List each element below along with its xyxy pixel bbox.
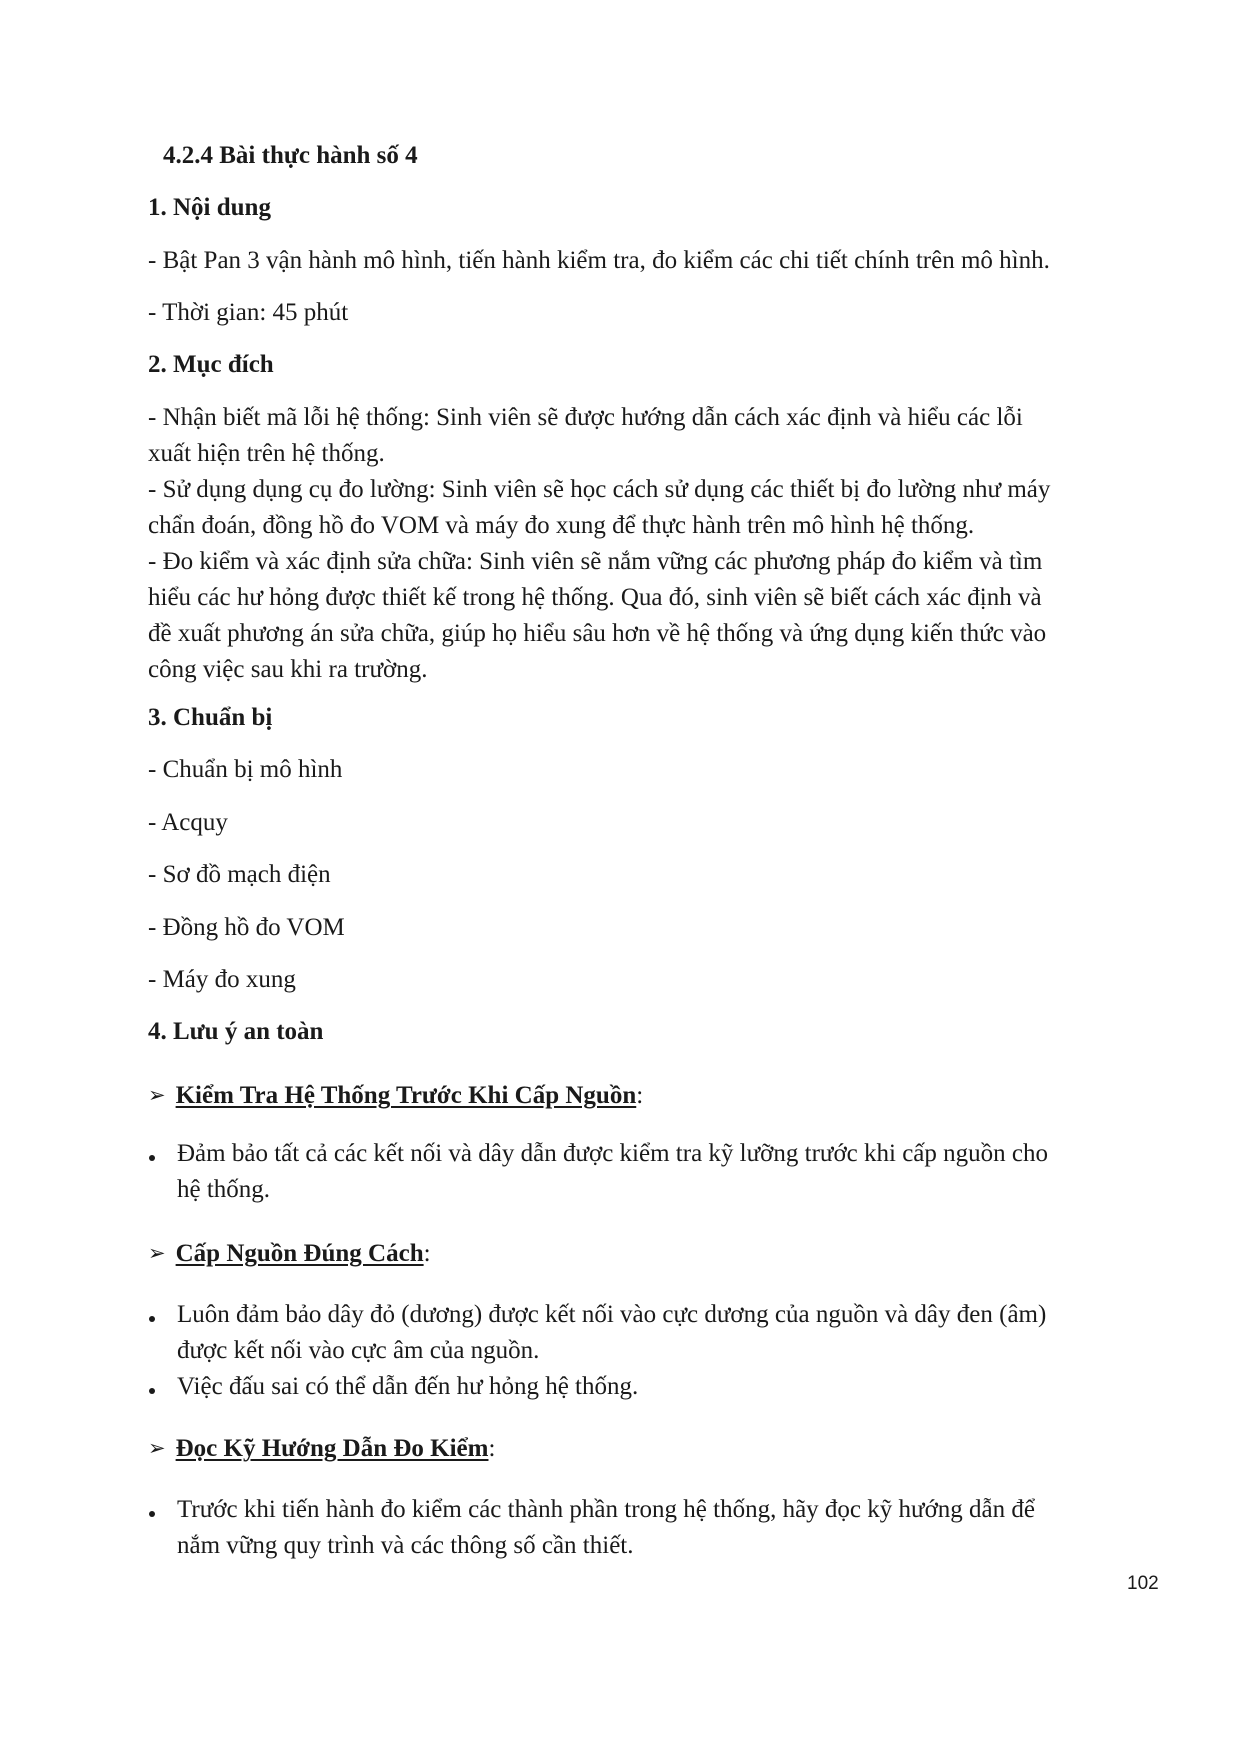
paragraph-line: công việc sau khi ra trường. (148, 656, 428, 683)
page-number: 102 (1127, 1573, 1159, 1594)
noi-dung-line: - Bật Pan 3 vận hành mô hình, tiến hành kiểm tra, đo kiểm các chi tiết chính trên mô hình. (148, 247, 1050, 274)
safety-bullet (177, 1492, 1127, 1564)
heading-chuan-bi: 3. Chuẩn bị (148, 704, 273, 731)
noi-dung-line: - Thời gian: 45 phút (148, 299, 349, 326)
bullet-dot-icon (149, 1511, 155, 1517)
muc-dich-item (148, 400, 1128, 688)
safety-bullet (177, 1136, 1127, 1208)
paragraph-line: đề xuất phương án sửa chữa, giúp họ hiểu sâu hơn về hệ thống và ứng dụng kiến thức vào (148, 620, 1047, 647)
arrow-bullet-icon: ➢ (148, 1436, 166, 1460)
title-suffix: : (423, 1240, 431, 1267)
safety-group-title-text: Kiểm Tra Hệ Thống Trước Khi Cấp Nguồn (175, 1082, 637, 1109)
paragraph-line: - Nhận biết mã lỗi hệ thống: Sinh viên sẽ được hướng dẫn cách xác định và hiểu các lỗi (148, 404, 1023, 431)
safety-bullet (177, 1369, 1127, 1405)
heading-luu-y: 4. Lưu ý an toàn (148, 1018, 324, 1045)
bullet-line: Đảm bảo tất cả các kết nối và dây dẫn được kiểm tra kỹ lưỡng trước khi cấp nguồn cho (177, 1140, 1048, 1167)
safety-group-title (148, 1078, 643, 1114)
arrow-bullet-icon: ➢ (148, 1083, 166, 1107)
section-title: 4.2.4 Bài thực hành số 4 (163, 142, 418, 169)
chuan-bi-item: - Chuẩn bị mô hình (148, 756, 343, 783)
chuan-bi-item: - Sơ đồ mạch điện (148, 861, 331, 888)
bullet-dot-icon (149, 1388, 155, 1394)
chuan-bi-item: - Đồng hồ đo VOM (148, 914, 345, 941)
paragraph-line: chẩn đoán, đồng hồ đo VOM và máy đo xung để thực hành trên mô hình hệ thống. (148, 512, 975, 539)
bullet-dot-icon (149, 1316, 155, 1322)
safety-bullet (177, 1297, 1127, 1369)
safety-group-title (148, 1236, 431, 1272)
bullet-dot-icon (149, 1155, 155, 1161)
heading-muc-dich: 2. Mục đích (148, 351, 274, 378)
chuan-bi-item: - Acquy (148, 809, 228, 836)
chuan-bi-item: - Máy đo xung (148, 966, 296, 993)
paragraph-line: xuất hiện trên hệ thống. (148, 440, 385, 467)
safety-group-title (148, 1431, 495, 1467)
paragraph-line: hiểu các hư hỏng được thiết kế trong hệ thống. Qua đó, sinh viên sẽ biết cách xác định và (148, 584, 1042, 611)
paragraph-line: - Sử dụng dụng cụ đo lường: Sinh viên sẽ học cách sử dụng các thiết bị đo lường như máy (148, 476, 1051, 503)
arrow-bullet-icon: ➢ (148, 1241, 166, 1265)
bullet-line: được kết nối vào cực âm của nguồn. (177, 1337, 540, 1364)
bullet-line: nắm vững quy trình và các thông số cần thiết. (177, 1532, 634, 1559)
bullet-line: Trước khi tiến hành đo kiểm các thành phần trong hệ thống, hãy đọc kỹ hướng dẫn để (177, 1496, 1035, 1523)
safety-group-title-text: Cấp Nguồn Đúng Cách (175, 1240, 424, 1267)
heading-noi-dung: 1. Nội dung (148, 194, 271, 221)
title-suffix: : (636, 1082, 644, 1109)
bullet-line: hệ thống. (177, 1176, 271, 1203)
bullet-line: Việc đấu sai có thể dẫn đến hư hỏng hệ thống. (177, 1373, 639, 1400)
bullet-line: Luôn đảm bảo dây đỏ (dương) được kết nối vào cực dương của nguồn và dây đen (âm) (177, 1301, 1047, 1328)
paragraph-line: - Đo kiểm và xác định sửa chữa: Sinh viên sẽ nắm vững các phương pháp đo kiểm và tìm (148, 548, 1043, 575)
safety-group-title-text: Đọc Kỹ Hướng Dẫn Đo Kiểm (175, 1435, 489, 1462)
title-suffix: : (488, 1435, 496, 1462)
